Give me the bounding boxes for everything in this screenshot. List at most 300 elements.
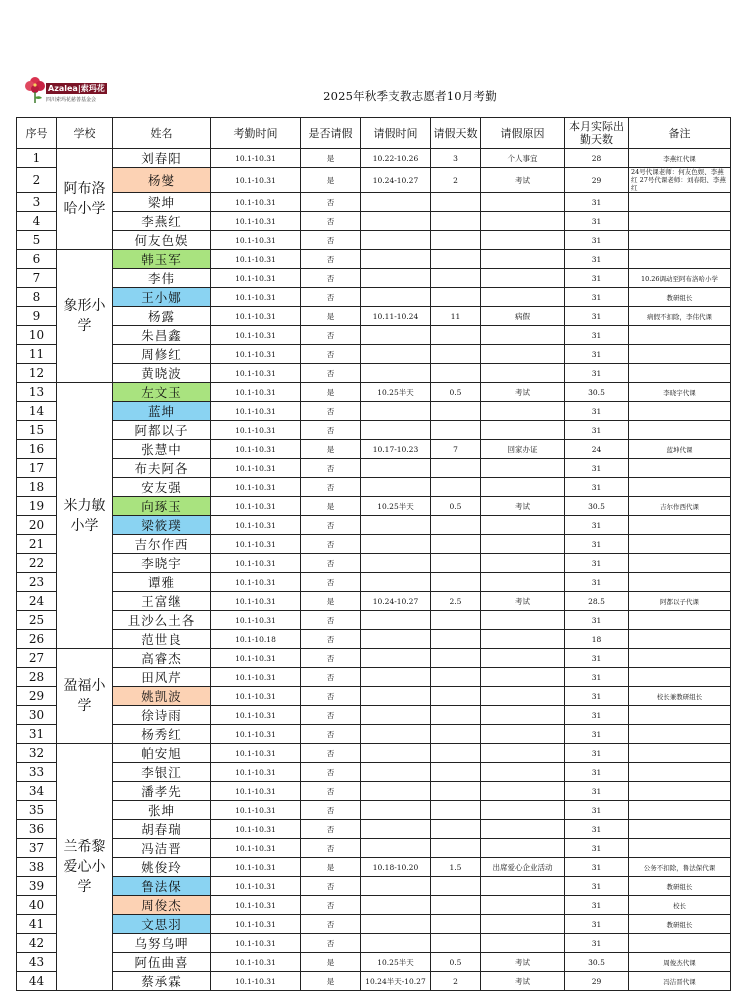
table-row — [17, 535, 731, 554]
leave-time — [361, 421, 431, 440]
remark: 公务不扣除，鲁法保代课 — [629, 858, 731, 877]
leave-time: 10.18-10.20 — [361, 858, 431, 877]
actual-days: 31 — [565, 193, 629, 212]
leave-time — [361, 782, 431, 801]
leave-time — [361, 516, 431, 535]
row-index: 6 — [17, 250, 57, 269]
leave-days — [431, 269, 481, 288]
attendance-period: 10.1-10.31 — [211, 326, 301, 345]
leave-reason — [481, 630, 565, 649]
volunteer-name: 高睿杰 — [113, 649, 211, 668]
header-school: 学校 — [57, 118, 113, 149]
leave-time — [361, 725, 431, 744]
on-leave: 否 — [301, 915, 361, 934]
actual-days: 28 — [565, 149, 629, 168]
leave-days — [431, 212, 481, 231]
volunteer-name: 左文玉 — [113, 383, 211, 402]
table-row — [17, 573, 731, 592]
actual-days: 31 — [565, 725, 629, 744]
table-row — [17, 820, 731, 839]
leave-reason: 考试 — [481, 972, 565, 991]
attendance-period: 10.1-10.31 — [211, 972, 301, 991]
leave-reason — [481, 839, 565, 858]
row-index: 33 — [17, 763, 57, 782]
leave-time — [361, 706, 431, 725]
on-leave: 是 — [301, 149, 361, 168]
row-index: 4 — [17, 212, 57, 231]
table-body — [17, 149, 731, 991]
volunteer-name: 安友强 — [113, 478, 211, 497]
attendance-period: 10.1-10.31 — [211, 364, 301, 383]
logo-brand-text: Azalea|索玛花 — [48, 84, 105, 93]
table-row — [17, 269, 731, 288]
volunteer-name: 文思羽 — [113, 915, 211, 934]
leave-days — [431, 839, 481, 858]
row-index: 22 — [17, 554, 57, 573]
leave-reason — [481, 706, 565, 725]
volunteer-name: 且沙么土各 — [113, 611, 211, 630]
leave-reason: 考试 — [481, 953, 565, 972]
table-row — [17, 896, 731, 915]
leave-reason: 回家办证 — [481, 440, 565, 459]
attendance-period: 10.1-10.31 — [211, 953, 301, 972]
volunteer-name: 王小娜 — [113, 288, 211, 307]
leave-time — [361, 611, 431, 630]
remark: 校长 — [629, 896, 731, 915]
on-leave: 否 — [301, 934, 361, 953]
attendance-period: 10.1-10.31 — [211, 592, 301, 611]
attendance-period: 10.1-10.31 — [211, 402, 301, 421]
row-index: 5 — [17, 231, 57, 250]
row-index: 8 — [17, 288, 57, 307]
actual-days: 31 — [565, 573, 629, 592]
table-row — [17, 725, 731, 744]
remark: 周俊杰代课 — [629, 953, 731, 972]
attendance-period: 10.1-10.31 — [211, 288, 301, 307]
on-leave: 是 — [301, 592, 361, 611]
leave-days — [431, 820, 481, 839]
attendance-period: 10.1-10.31 — [211, 782, 301, 801]
on-leave: 否 — [301, 535, 361, 554]
leave-time: 10.24-10.27 — [361, 168, 431, 193]
volunteer-name: 鲁法保 — [113, 877, 211, 896]
leave-days — [431, 725, 481, 744]
leave-time — [361, 573, 431, 592]
actual-days: 28.5 — [565, 592, 629, 611]
leave-time — [361, 478, 431, 497]
remark — [629, 459, 731, 478]
leave-time — [361, 326, 431, 345]
leave-days: 2.5 — [431, 592, 481, 611]
leave-reason — [481, 915, 565, 934]
leave-days: 11 — [431, 307, 481, 326]
row-index: 27 — [17, 649, 57, 668]
actual-days: 31 — [565, 934, 629, 953]
actual-days: 31 — [565, 877, 629, 896]
volunteer-name: 韩玉军 — [113, 250, 211, 269]
attendance-period: 10.1-10.31 — [211, 877, 301, 896]
on-leave: 是 — [301, 953, 361, 972]
on-leave: 否 — [301, 706, 361, 725]
table-row — [17, 611, 731, 630]
remark — [629, 668, 731, 687]
school-name: 盈福小学 — [57, 649, 113, 744]
table-row — [17, 402, 731, 421]
on-leave: 否 — [301, 459, 361, 478]
attendance-table — [16, 117, 731, 991]
row-index: 39 — [17, 877, 57, 896]
volunteer-name: 姚凯波 — [113, 687, 211, 706]
attendance-period: 10.1-10.31 — [211, 345, 301, 364]
remark: 24号代课老师：何友色娱、李燕红 27号代课老师：刘春阳、李燕红 — [629, 168, 731, 193]
leave-time — [361, 231, 431, 250]
row-index: 25 — [17, 611, 57, 630]
header-index: 序号 — [17, 118, 57, 149]
actual-days: 31 — [565, 535, 629, 554]
leave-time — [361, 250, 431, 269]
on-leave: 否 — [301, 573, 361, 592]
remark: 李晓宇代课 — [629, 383, 731, 402]
leave-reason — [481, 345, 565, 364]
leave-reason — [481, 782, 565, 801]
attendance-period: 10.1-10.18 — [211, 630, 301, 649]
leave-time — [361, 535, 431, 554]
remark — [629, 478, 731, 497]
row-index: 11 — [17, 345, 57, 364]
actual-days: 31 — [565, 212, 629, 231]
table-row — [17, 801, 731, 820]
leave-days — [431, 516, 481, 535]
row-index: 26 — [17, 630, 57, 649]
volunteer-name: 黄晓波 — [113, 364, 211, 383]
table-row — [17, 763, 731, 782]
actual-days: 31 — [565, 611, 629, 630]
on-leave: 否 — [301, 345, 361, 364]
actual-days: 31 — [565, 820, 629, 839]
remark — [629, 573, 731, 592]
on-leave: 是 — [301, 440, 361, 459]
volunteer-name: 潘孝先 — [113, 782, 211, 801]
header-on-leave: 是否请假 — [301, 118, 361, 149]
leave-time: 10.11-10.24 — [361, 307, 431, 326]
table-row — [17, 168, 731, 193]
table-row — [17, 687, 731, 706]
on-leave: 否 — [301, 782, 361, 801]
table-row — [17, 858, 731, 877]
actual-days: 24 — [565, 440, 629, 459]
leave-days — [431, 421, 481, 440]
row-index: 20 — [17, 516, 57, 535]
actual-days: 31 — [565, 269, 629, 288]
leave-reason — [481, 801, 565, 820]
leave-time — [361, 459, 431, 478]
row-index: 35 — [17, 801, 57, 820]
row-index: 2 — [17, 168, 57, 193]
school-name: 兰希黎爱心小学 — [57, 744, 113, 991]
remark — [629, 611, 731, 630]
volunteer-name: 李伟 — [113, 269, 211, 288]
on-leave: 是 — [301, 497, 361, 516]
attendance-period: 10.1-10.31 — [211, 858, 301, 877]
actual-days: 31 — [565, 782, 629, 801]
leave-reason — [481, 269, 565, 288]
on-leave: 否 — [301, 288, 361, 307]
on-leave: 否 — [301, 326, 361, 345]
leave-reason — [481, 326, 565, 345]
attendance-period: 10.1-10.31 — [211, 212, 301, 231]
leave-days — [431, 649, 481, 668]
volunteer-name: 阿都以子 — [113, 421, 211, 440]
on-leave: 否 — [301, 611, 361, 630]
attendance-period: 10.1-10.31 — [211, 168, 301, 193]
on-leave: 否 — [301, 668, 361, 687]
header-actual-days: 本月实际出勤天数 — [565, 118, 629, 149]
remark — [629, 326, 731, 345]
actual-days: 31 — [565, 250, 629, 269]
on-leave: 否 — [301, 231, 361, 250]
attendance-period: 10.1-10.31 — [211, 459, 301, 478]
attendance-period: 10.1-10.31 — [211, 820, 301, 839]
leave-reason — [481, 459, 565, 478]
row-index: 10 — [17, 326, 57, 345]
on-leave: 否 — [301, 649, 361, 668]
on-leave: 否 — [301, 554, 361, 573]
volunteer-name: 吉尔作西 — [113, 535, 211, 554]
leave-days — [431, 231, 481, 250]
row-index: 38 — [17, 858, 57, 877]
volunteer-name: 梁筱璞 — [113, 516, 211, 535]
table-row — [17, 459, 731, 478]
on-leave: 否 — [301, 630, 361, 649]
leave-days: 0.5 — [431, 497, 481, 516]
leave-days — [431, 877, 481, 896]
row-index: 3 — [17, 193, 57, 212]
leave-time — [361, 687, 431, 706]
row-index: 1 — [17, 149, 57, 168]
leave-days — [431, 706, 481, 725]
row-index: 24 — [17, 592, 57, 611]
remark: 教研组长 — [629, 288, 731, 307]
volunteer-name: 何友色娱 — [113, 231, 211, 250]
actual-days: 31 — [565, 687, 629, 706]
actual-days: 31 — [565, 554, 629, 573]
actual-days: 31 — [565, 839, 629, 858]
volunteer-name: 李银江 — [113, 763, 211, 782]
attendance-period: 10.1-10.31 — [211, 516, 301, 535]
volunteer-name: 姚俊玲 — [113, 858, 211, 877]
table-row — [17, 554, 731, 573]
on-leave: 否 — [301, 364, 361, 383]
on-leave: 否 — [301, 250, 361, 269]
row-index: 23 — [17, 573, 57, 592]
volunteer-name: 胡春瑞 — [113, 820, 211, 839]
volunteer-name: 杨露 — [113, 307, 211, 326]
leave-time — [361, 364, 431, 383]
leave-reason — [481, 896, 565, 915]
leave-time — [361, 934, 431, 953]
attendance-period: 10.1-10.31 — [211, 763, 301, 782]
table-row — [17, 592, 731, 611]
row-index: 7 — [17, 269, 57, 288]
leave-days: 2 — [431, 168, 481, 193]
leave-reason: 个人事宜 — [481, 149, 565, 168]
leave-days: 0.5 — [431, 383, 481, 402]
attendance-period: 10.1-10.31 — [211, 934, 301, 953]
remark — [629, 934, 731, 953]
leave-days — [431, 326, 481, 345]
leave-reason — [481, 231, 565, 250]
leave-reason — [481, 478, 565, 497]
remark — [629, 839, 731, 858]
table-row — [17, 516, 731, 535]
remark: 校长兼教研组长 — [629, 687, 731, 706]
leave-reason — [481, 516, 565, 535]
header-attendance-period: 考勤时间 — [211, 118, 301, 149]
actual-days: 31 — [565, 326, 629, 345]
leave-days — [431, 535, 481, 554]
leave-days — [431, 687, 481, 706]
table-row — [17, 288, 731, 307]
header-leave-days: 请假天数 — [431, 118, 481, 149]
table-row — [17, 231, 731, 250]
remark — [629, 402, 731, 421]
table-row — [17, 972, 731, 991]
volunteer-name: 朱昌鑫 — [113, 326, 211, 345]
leave-days: 3 — [431, 149, 481, 168]
leave-reason — [481, 364, 565, 383]
leave-days — [431, 782, 481, 801]
on-leave: 是 — [301, 383, 361, 402]
leave-time: 10.17-10.23 — [361, 440, 431, 459]
actual-days: 31 — [565, 763, 629, 782]
volunteer-name: 帕安旭 — [113, 744, 211, 763]
table-row — [17, 250, 731, 269]
table-row — [17, 744, 731, 763]
remark — [629, 364, 731, 383]
actual-days: 31 — [565, 896, 629, 915]
actual-days: 31 — [565, 421, 629, 440]
volunteer-name: 周俊杰 — [113, 896, 211, 915]
table-row — [17, 193, 731, 212]
leave-reason — [481, 535, 565, 554]
remark — [629, 250, 731, 269]
remark — [629, 535, 731, 554]
attendance-period: 10.1-10.31 — [211, 497, 301, 516]
volunteer-name: 布夫阿各 — [113, 459, 211, 478]
leave-time — [361, 269, 431, 288]
leave-reason — [481, 554, 565, 573]
leave-days — [431, 193, 481, 212]
leave-days — [431, 250, 481, 269]
leave-reason — [481, 934, 565, 953]
remark — [629, 345, 731, 364]
row-index: 40 — [17, 896, 57, 915]
leave-days — [431, 934, 481, 953]
attendance-period: 10.1-10.31 — [211, 649, 301, 668]
actual-days: 30.5 — [565, 953, 629, 972]
actual-days: 31 — [565, 402, 629, 421]
row-index: 17 — [17, 459, 57, 478]
remark — [629, 744, 731, 763]
leave-days — [431, 896, 481, 915]
leave-reason — [481, 877, 565, 896]
remark — [629, 231, 731, 250]
table-row — [17, 668, 731, 687]
table-row — [17, 706, 731, 725]
leave-reason — [481, 193, 565, 212]
leave-reason — [481, 402, 565, 421]
table-row — [17, 915, 731, 934]
on-leave: 否 — [301, 877, 361, 896]
volunteer-name: 田风芹 — [113, 668, 211, 687]
attendance-period: 10.1-10.31 — [211, 440, 301, 459]
foundation-logo — [24, 74, 122, 110]
leave-days — [431, 744, 481, 763]
table-row — [17, 630, 731, 649]
actual-days: 29 — [565, 168, 629, 193]
on-leave: 否 — [301, 687, 361, 706]
table-row — [17, 649, 731, 668]
remark — [629, 421, 731, 440]
leave-reason — [481, 725, 565, 744]
leave-days — [431, 573, 481, 592]
leave-days: 7 — [431, 440, 481, 459]
remark: 病假不扣除，李伟代课 — [629, 307, 731, 326]
on-leave: 否 — [301, 801, 361, 820]
remark: 教研组长 — [629, 877, 731, 896]
on-leave: 是 — [301, 307, 361, 326]
actual-days: 31 — [565, 668, 629, 687]
attendance-period: 10.1-10.31 — [211, 668, 301, 687]
on-leave: 否 — [301, 896, 361, 915]
attendance-period: 10.1-10.31 — [211, 896, 301, 915]
actual-days: 29 — [565, 972, 629, 991]
leave-time — [361, 763, 431, 782]
row-index: 43 — [17, 953, 57, 972]
remark — [629, 763, 731, 782]
volunteer-name: 周修红 — [113, 345, 211, 364]
leave-days — [431, 402, 481, 421]
volunteer-name: 杨秀红 — [113, 725, 211, 744]
attendance-period: 10.1-10.31 — [211, 611, 301, 630]
leave-days — [431, 611, 481, 630]
attendance-period: 10.1-10.31 — [211, 307, 301, 326]
table-row — [17, 877, 731, 896]
leave-reason: 考试 — [481, 497, 565, 516]
leave-time: 10.25半天 — [361, 953, 431, 972]
row-index: 18 — [17, 478, 57, 497]
leave-days — [431, 915, 481, 934]
table-row — [17, 953, 731, 972]
actual-days: 31 — [565, 288, 629, 307]
remark — [629, 725, 731, 744]
volunteer-name: 杨燮 — [113, 168, 211, 193]
leave-reason — [481, 820, 565, 839]
on-leave: 是 — [301, 858, 361, 877]
volunteer-name: 乌努乌呷 — [113, 934, 211, 953]
leave-time — [361, 896, 431, 915]
leave-reason — [481, 763, 565, 782]
leave-days: 0.5 — [431, 953, 481, 972]
on-leave: 否 — [301, 839, 361, 858]
actual-days: 30.5 — [565, 497, 629, 516]
header-remarks: 备注 — [629, 118, 731, 149]
row-index: 9 — [17, 307, 57, 326]
volunteer-name: 阿伍曲喜 — [113, 953, 211, 972]
leave-time — [361, 554, 431, 573]
volunteer-name: 冯洁晋 — [113, 839, 211, 858]
actual-days: 31 — [565, 649, 629, 668]
